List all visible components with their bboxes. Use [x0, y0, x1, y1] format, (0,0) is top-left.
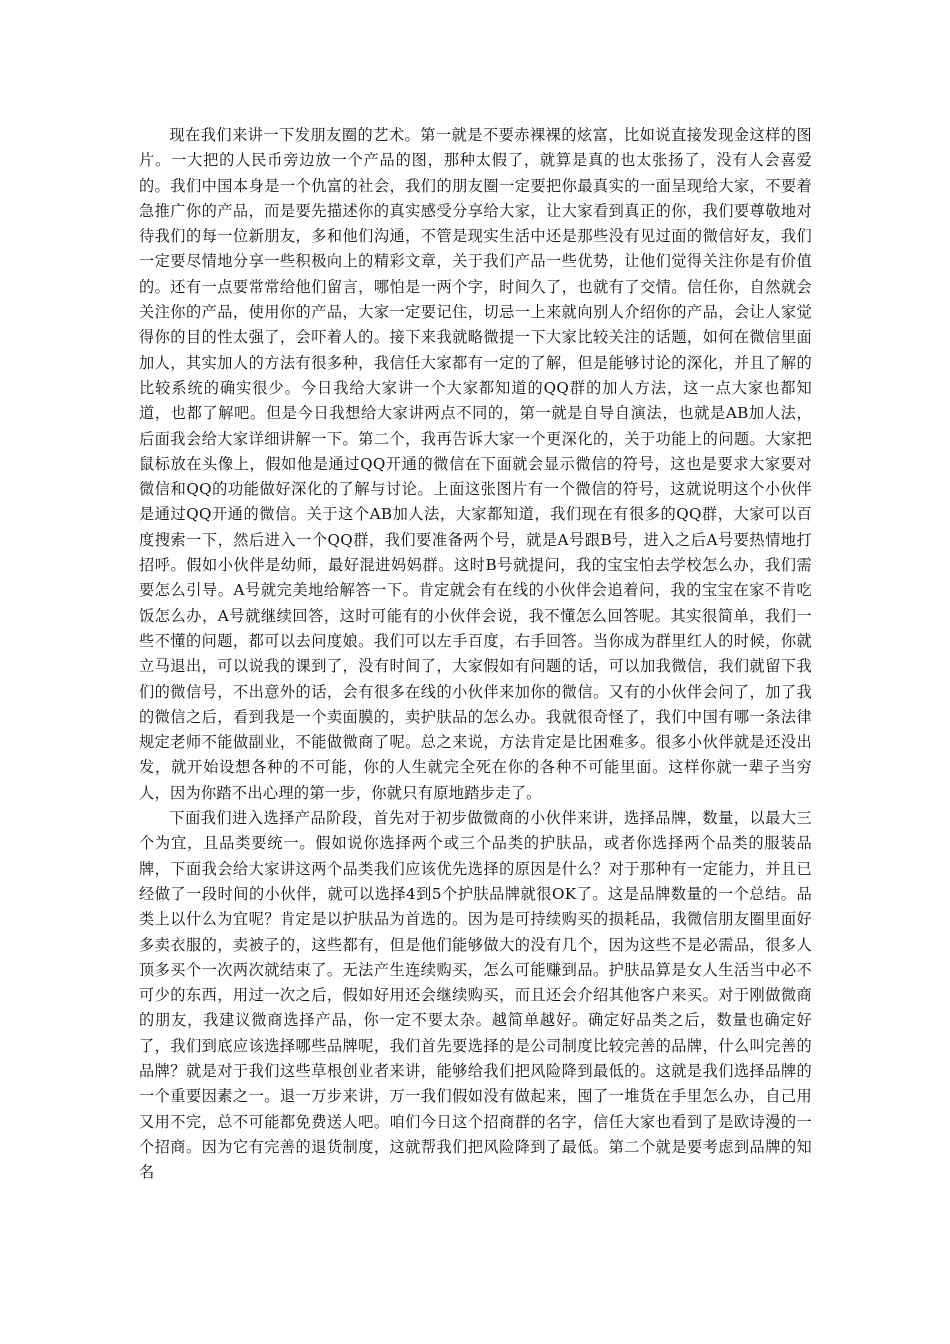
document-page: [139, 123, 812, 1185]
paragraph-product-selection: 下面我们进入选择产品阶段，首先对于初步做微商的小伙伴来讲，选择品牌，数量，以最大三个为宜，且品类要统一。假如说你选择两个或三个品类的护肤品，或者你选择两个品类的服装品牌，下面我会给大家讲这两个品类我们应该优先选择的原因是什么？对于那种有一定能力，并且已经做了一段时间的小伙伴，就可以选择4到5个护肤品牌就很OK了。这是品牌数量的一个总结。品类上以什么为宜呢？肯定是以护肤品为首选的。因为是可持续购买的损耗品，我微信朋友圈里面好多卖衣服的，卖被子的，这些都有，但是他们能够做大的没有几个，因为这些不是必需品，很多人顶多买个一次两次就结束了。无法产生连续购买，怎么可能赚到品。护肤品算是女人生活当中必不可少的东西，用过一次之后，假如好用还会继续购买，而且还会介绍其他客户来买。对于刚做微商的朋友，我建议微商选择产品，你一定不要太杂。越简单越好。确定好品类之后，数量也确定好了，我们到底应该选择哪些品牌呢，我们首先要选择的是公司制度比较完善的品牌，什么叫完善的品牌？就是对于我们这些草根创业者来讲，能够给我们把风险降到最低的。这就是我们选择品牌的一个重要因素之一。退一万步来讲，万一我们假如没有做起来，囤了一堆货在手里怎么办，自己用又用不完，总不可能都免费送人吧。咱们今日这个招商群的名字，信任大家也看到了是欧诗漫的一个招商。因为它有完善的退货制度，这就帮我们把风险降到了最低。第二个就是要考虑到品牌的知名: [139, 809, 812, 1182]
paragraph-moments-art: 现在我们来讲一下发朋友圈的艺术。第一就是不要赤裸裸的炫富，比如说直接发现金这样的图片。一大把的人民币旁边放一个产品的图，那种太假了，就算是真的也太张扬了，没有人会喜爱的。我们中国本身是一个仇富的社会，我们的朋友圈一定要把你最真实的一面呈现给大家，不要着急推广你的产品，而是要先描述你的真实感受分享给大家，让大家看到真正的你，我们要尊敬地对待我们的每一位新朋友，多和他们沟通，不管是现实生活中还是那些没有见过面的微信好友，我们一定要尽情地分享一些积极向上的精彩文章，关于我们产品一些优势，让他们觉得关注你是有价值的。还有一点要常常给他们留言，哪怕是一两个字，时间久了，也就有了交情。信任你，自然就会关注你的产品，使用你的产品，大家一定要记住，切忌一上来就向别人介绍你的产品，会让人家觉得你的目的性太强了，会吓着人的。接下来我就略微提一下大家比较关注的话题，如何在微信里面加人，其实加人的方法有很多种，我信任大家都有一定的了解，但是能够讨论的深化，并且了解的比较系统的确实很少。今日我给大家讲一个大家都知道的QQ群的加人方法，这一点大家也都知道，也都了解吧。但是今日我想给大家讲两点不同的，第一就是自导自演法，也就是AB加人法，后面我会给大家详细讲解一下。第二个，我再告诉大家一个更深化的，关于功能上的问题。大家把鼠标放在头像上，假如他是通过QQ开通的微信在下面就会显示微信的符号，这也是要求大家要对微信和QQ的功能做好深化的了解与讨论。上面这张图片有一个微信的符号，这就说明这个小伙伴是通过QQ开通的微信。关于这个AB加人法，大家都知道，我们现在有很多的QQ群，大家可以百度搜索一下，然后进入一个QQ群，我们要准备两个号，就是A号跟B号，进入之后A号要热情地打招呼。假如小伙伴是幼师，最好混进妈妈群。这时B号就提问，我的宝宝怕去学校怎么办，我们需要怎么引导。A号就完美地给解答一下。肯定就会有在线的小伙伴会追着问，我的宝宝在家不肯吃饭怎么办，A号就继续回答，这时可能有的小伙伴会说，我不懂怎么回答呢。其实很简单，我们一些不懂的问题，都可以去问度娘。我们可以左手百度，右手回答。当你成为群里红人的时候，你就立马退出，可以说我的课到了，没有时间了，大家假如有问题的话，可以加我微信，我们就留下我们的微信号，不出意外的话，会有很多在线的小伙伴来加你的微信。又有的小伙伴会问了，加了我的微信之后，看到我是一个卖面膜的，卖护肤品的怎么办。我就很奇怪了，我们中国有哪一条法律规定老师不能做副业，不能做微商了呢。总之来说，方法肯定是比困难多。很多小伙伴就是还没出发，就开始设想各种的不可能，你的人生就完全死在你的各种不可能里面。这样你就一辈子当穷人，因为你踏不出心理的第一步，你就只有原地踏步走了。: [139, 126, 812, 802]
